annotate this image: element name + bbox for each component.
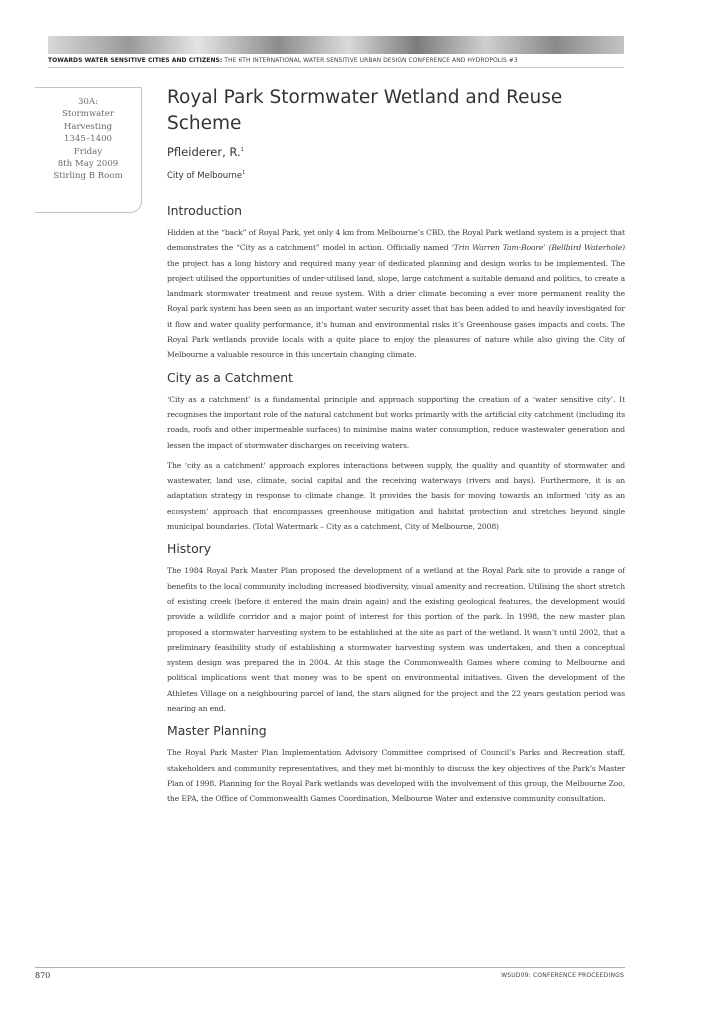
intro-text-italic: ‘Trin Warren Tam-Boore’ (Bellbird Waterhole) xyxy=(451,243,625,253)
catchment-paragraph-1: ‘City as a catchment’ is a fundamental principle and approach supporting the creation of a ‘water sensitive city’. It recognises the important role of the natural catchment but works primarily with the artificial city catchment (including its roads, roofs and other impermeable surfaces) to minimise mains water consumption, reduce wastewater generation and lessen the impact of stormwater discharges on receiving waters. xyxy=(167,394,625,450)
paper-affiliation xyxy=(167,170,625,182)
page-number: 870 xyxy=(35,971,51,980)
intro-text-b: the project has a long history and required many year of dedicated planning and design works to be implemented. The project utilised the opportunities of under-utilised land, slope, large catchment a suitable demand and politics, to create a landmark stormwater treatment and reuse system. With a drier climate becoming a ever more permanent reality the Royal park system has been seen as an important water security asset that has been added to and heavily investigated for it flow and water quality performance, it’s human and environmental risks it’s Greenhouse gases impacts and costs. The Royal Park wetlands provide locals with a quite place to enjoy the pleasures of nature while also giving the City of Melbourne a valuable resource in this uncertain changing climate. xyxy=(167,258,625,360)
session-room: Stirling B Room xyxy=(53,171,123,182)
paper-title-line-2: Scheme xyxy=(167,113,242,134)
section-heading-city-as-catchment: City as a Catchment xyxy=(167,369,293,385)
session-info-box xyxy=(35,87,142,213)
author-name: Pfleiderer, R. xyxy=(167,145,241,159)
running-footer: WSUD09: CONFERENCE PROCEEDINGS xyxy=(501,972,624,979)
intro-text-a: Hidden at the “back” of Royal Park, yet only 4 km from Melbourne’s CBD, the Royal Park wetland system is a project that demonstrates the “City as a catchment” model in action. Officially named xyxy=(167,228,625,253)
section-heading-introduction: Introduction xyxy=(167,203,243,218)
session-topic-line-1: Stormwater xyxy=(62,109,114,120)
article-body xyxy=(167,85,625,807)
introduction-paragraph xyxy=(167,225,625,363)
section-heading-master-planning: Master Planning xyxy=(167,723,267,739)
header-divider xyxy=(48,67,624,68)
session-day: Friday xyxy=(73,146,103,157)
running-header-bold: TOWARDS WATER SENSITIVE CITIES AND CITIZENS: xyxy=(48,57,223,64)
header-banner-image xyxy=(48,36,624,54)
footer-divider xyxy=(35,967,625,968)
paper-title-line-1: Royal Park Stormwater Wetland and Reuse xyxy=(167,87,563,108)
paper-author xyxy=(167,144,625,160)
session-date: 8th May 2009 xyxy=(57,159,119,170)
paper-title xyxy=(167,85,625,137)
master-planning-paragraph: The Royal Park Master Plan Implementation Advisory Committee comprised of Council’s Parks and Recreation staff, stakeholders and community representatives, and they met bi-monthly to discuss the key objectives of the Park’s Master Plan of 1998. Planning for the Royal Park wetlands was developed with the involvement of this group, the Melbourne Zoo, the EPA, the Office of Commonwealth Games Coordination, Melbourne Water and extensive community consultation. xyxy=(167,748,625,804)
history-paragraph: The 1984 Royal Park Master Plan proposed the development of a wetland at the Royal Park site to provide a range of benefits to the local community including increased biodiversity, visual amenity and recreation. Utilising the short stretch of existing creek (before it entered the main drain again) and the existing geological features, the development would provide a wildlife corridor and a major point of interest for this portion of the park. In 1998, the new master plan proposed a stormwater harvesting system to be established at the site as part of the wetland. It wasn’t until 2002, that a preliminary feasibility study of establishing a stormwater harvesting system was undertaken, and then a conceptual system design was prepared the in 2004. At this stage the Commonwealth Games where coming to Melbourne and political implications went that money was to be spent on environmental initiatives. Given the development of the Athletes Village on a neighbouring parcel of land, the stars aligned for the project and the 22 years gestation period was nearing an end. xyxy=(167,566,625,714)
session-topic-line-2: Harvesting xyxy=(63,121,113,132)
author-affiliation-mark: 1 xyxy=(240,147,244,154)
running-header-rest: THE 6TH INTERNATIONAL WATER SENSITIVE URBAN DESIGN CONFERENCE AND HYDROPOLIS #3 xyxy=(222,57,518,64)
catchment-paragraph-2: The ‘city as a catchment’ approach explores interactions between supply, the quality and quantity of stormwater and wastewater, land use, climate, social capital and the receiving waterways (rivers and bays). Furthermore, it is an adaptation strategy in response to climate change. It provides the basis for moving towards an informed ‘city as an ecosystem’ approach that encompasses greenhouse mitigation and habitat protection and stretches beyond single municipal boundaries. (Total Watermark – City as a catchment, City of Melbourne, 2008) xyxy=(167,460,625,532)
affiliation-name: City of Melbourne xyxy=(167,171,243,181)
running-header xyxy=(48,56,624,66)
affiliation-mark: 1 xyxy=(242,170,246,177)
session-code: 30A: xyxy=(77,97,99,107)
section-heading-history: History xyxy=(167,541,212,557)
session-time: 1345–1400 xyxy=(63,134,113,145)
